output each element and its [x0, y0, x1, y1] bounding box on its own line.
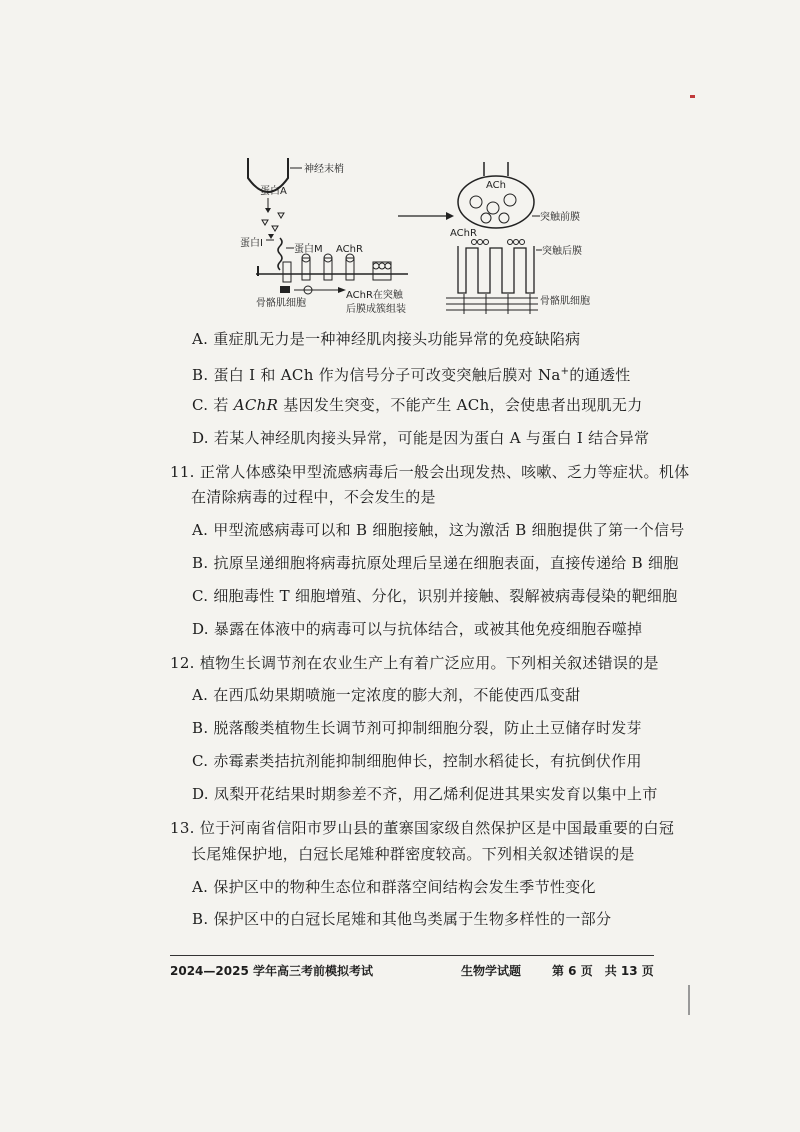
- q13-stem-1: 13. 位于河南省信阳市罗山县的董寨国家级自然保护区是中国最重要的白冠: [170, 819, 675, 837]
- q11-stem-2: 在清除病毒的过程中，不会发生的是: [191, 488, 436, 506]
- q10-option-c-gene: AChR: [233, 396, 279, 414]
- q12-option-b: B. 脱落酸类植物生长调节剂可抑制细胞分裂，防止土豆储存时发芽: [192, 719, 642, 737]
- label-achr-cluster-2: 后膜成簇组装: [346, 304, 406, 315]
- label-ach-right: ACh: [486, 180, 506, 191]
- label-skeletal-muscle-left: 骨骼肌细胞: [256, 298, 306, 309]
- q11-option-b: B. 抗原呈递细胞将病毒抗原处理后呈递在细胞表面，直接传递给 B 细胞: [192, 554, 679, 572]
- scan-edge: [688, 985, 690, 1015]
- red-mark: [690, 95, 695, 98]
- footer-exam-name: 2024—2025 学年高三考前模拟考试: [170, 964, 373, 978]
- q10-option-b-sup: +: [560, 366, 570, 377]
- label-achr-cluster-1: AChR在突触: [346, 290, 403, 301]
- label-skeletal-muscle-right: 骨骼肌细胞: [540, 296, 590, 307]
- figure-diagram: [228, 158, 618, 320]
- label-protein-m: 蛋白M: [294, 244, 323, 255]
- q12-option-a: A. 在西瓜幼果期喷施一定浓度的膨大剂，不能使西瓜变甜: [192, 686, 581, 704]
- q11-option-a: A. 甲型流感病毒可以和 B 细胞接触，这为激活 B 细胞提供了第一个信号: [192, 521, 685, 539]
- label-protein-i: 蛋白I: [240, 238, 263, 249]
- q10-option-b-text: B. 蛋白 I 和 ACh 作为信号分子可改变突触后膜对 Na: [192, 366, 561, 384]
- footer-page-number: 第 6 页 共 13 页: [552, 964, 654, 978]
- q12-stem: 12. 植物生长调节剂在农业生产上有着广泛应用。下列相关叙述错误的是: [170, 654, 659, 672]
- label-protein-a: 蛋白A: [260, 186, 287, 197]
- footer-subject: 生物学试题: [461, 964, 522, 978]
- q10-option-a: [192, 329, 580, 349]
- neuromuscular-junction-diagram: [228, 158, 618, 320]
- q11-option-c: C. 细胞毒性 T 细胞增殖、分化，识别并接触、裂解被病毒侵染的靶细胞: [192, 587, 678, 605]
- q10-option-a-text: A. 重症肌无力是一种神经肌肉接头功能异常的免疫缺陷病: [192, 330, 581, 348]
- label-presynaptic-membrane: 突触前膜: [540, 212, 580, 223]
- q10-option-d-text: D. 若某人神经肌肉接头异常，可能是因为蛋白 A 与蛋白 I 结合异常: [192, 429, 650, 447]
- q10-option-c-post: 基因发生突变，不能产生 ACh，会使患者出现肌无力: [278, 396, 643, 414]
- q10-option-b: [192, 362, 631, 385]
- label-achr-left: AChR: [336, 244, 363, 255]
- q10-option-c-pre: C. 若: [192, 396, 234, 414]
- q10-option-b-post: 的通透性: [569, 366, 631, 384]
- q10-option-d: [192, 428, 649, 448]
- q13-stem-2: 长尾雉保护地，白冠长尾雉种群密度较高。下列相关叙述错误的是: [191, 845, 635, 863]
- footer-rule: [170, 955, 654, 956]
- postsynaptic-folds: [458, 246, 534, 293]
- q12-option-d: D. 凤梨开花结果时期参差不齐，用乙烯利促进其果实发育以集中上市: [192, 785, 658, 803]
- label-nerve-ending: 神经末梢: [304, 164, 344, 175]
- q11-stem-1: 11. 正常人体感染甲型流感病毒后一般会出现发热、咳嗽、乏力等症状。机体: [170, 463, 690, 481]
- label-postsynaptic-membrane: 突触后膜: [542, 246, 582, 257]
- q12-option-c: C. 赤霉素类拮抗剂能抑制细胞伸长，控制水稻徒长，有抗倒伏作用: [192, 752, 642, 770]
- arrow-head: [446, 212, 454, 220]
- q11-option-d: D. 暴露在体液中的病毒可以与抗体结合，或被其他免疫细胞吞噬掉: [192, 620, 643, 638]
- label-achr-right: AChR: [450, 228, 477, 239]
- q10-option-c: [192, 395, 643, 415]
- q13-option-a: A. 保护区中的物种生态位和群落空间结构会发生季节性变化: [192, 878, 596, 896]
- q13-option-b: B. 保护区中的白冠长尾雉和其他鸟类属于生物多样性的一部分: [192, 910, 612, 928]
